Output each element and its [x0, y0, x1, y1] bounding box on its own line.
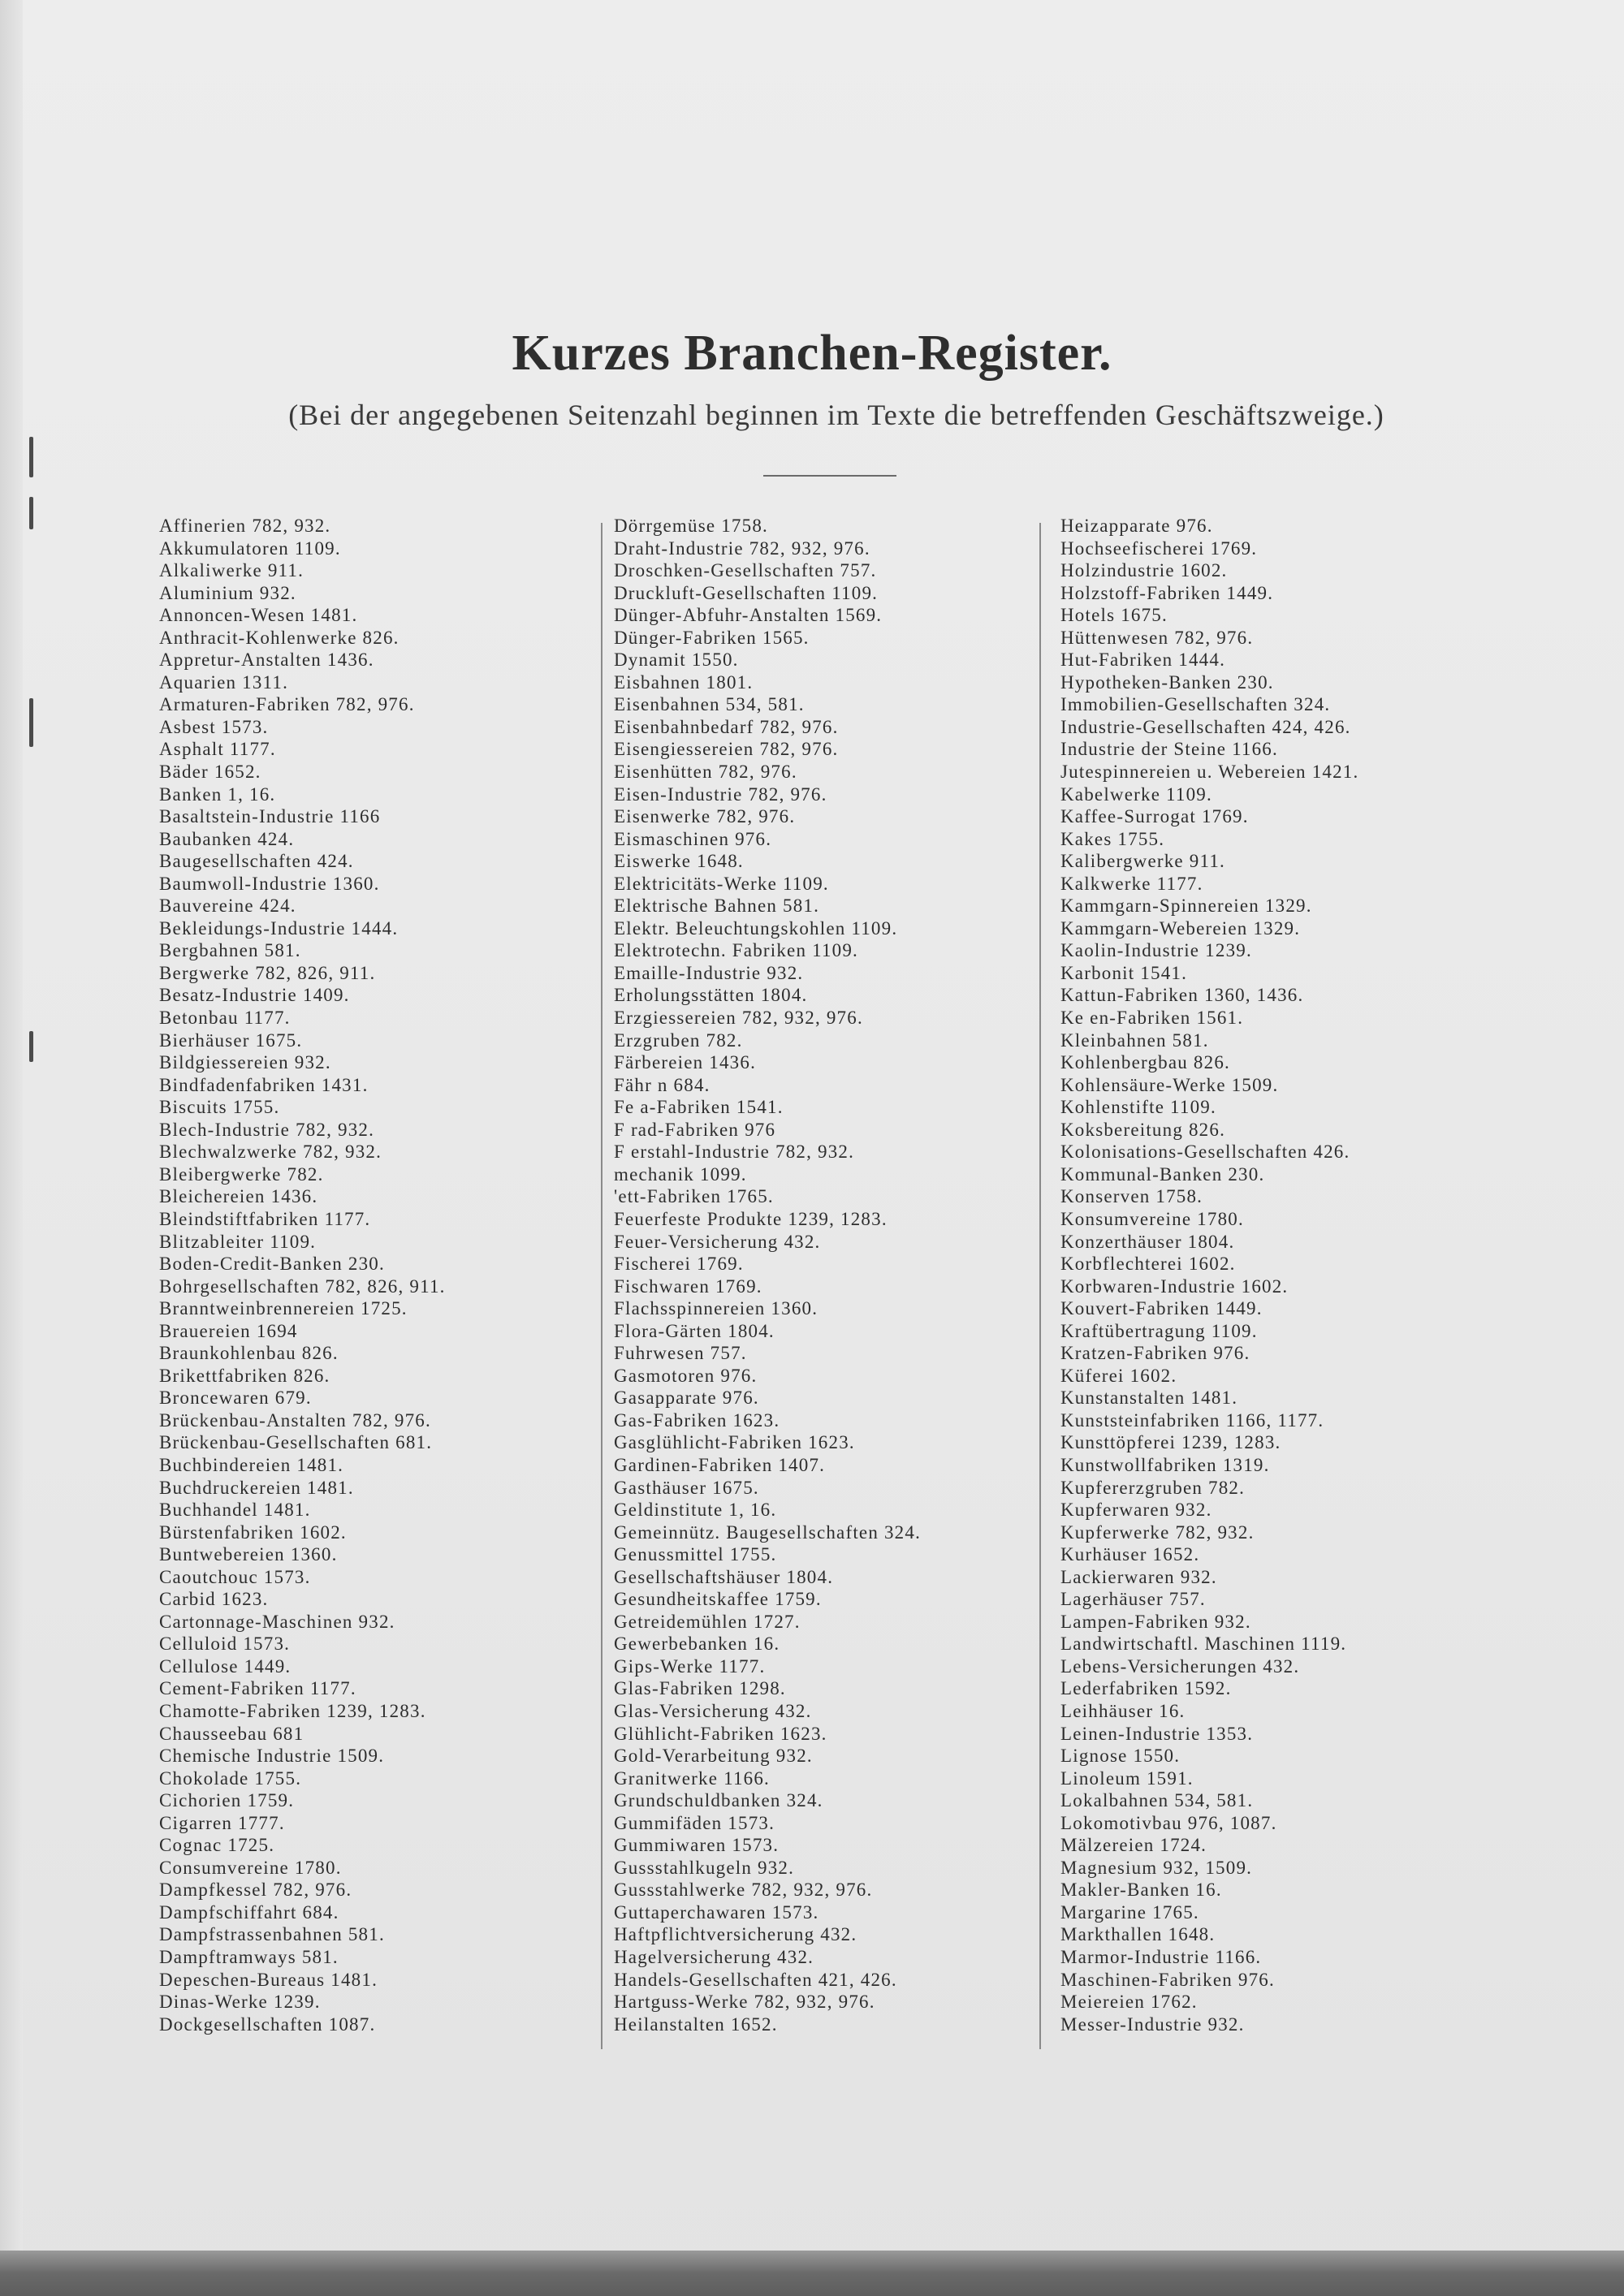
- register-entry: Korbflechterei 1602.: [1060, 1254, 1236, 1275]
- register-entry: Gas-Fabriken 1623.: [614, 1409, 780, 1431]
- register-entry: Kupferwaren 932.: [1060, 1500, 1212, 1521]
- register-entry: Alkaliwerke 911.: [159, 560, 304, 581]
- register-entry: Glühlicht-Fabriken 1623.: [614, 1723, 827, 1744]
- register-column-2: [614, 515, 1036, 2035]
- register-entry: Lokalbahnen 534, 581.: [1060, 1790, 1254, 1811]
- register-entry: Bohrgesellschaften 782, 826, 911.: [159, 1275, 446, 1297]
- register-entry: Gemeinnütz. Baugesellschaften 324.: [614, 1521, 922, 1543]
- register-entry: Kolonisations-Gesellschaften 426.: [1060, 1142, 1350, 1163]
- register-entry: Mälzereien 1724.: [1060, 1835, 1207, 1856]
- register-entry: Eisenbahnen 534, 581.: [614, 694, 805, 715]
- register-entry: Elektrotechn. Fabriken 1109.: [614, 940, 859, 961]
- register-entry: Chausseebau 681: [159, 1723, 304, 1744]
- register-entry: Druckluft-Gesellschaften 1109.: [614, 582, 879, 603]
- register-entry: Buchdruckereien 1481.: [159, 1477, 354, 1498]
- register-entry: Banken 1, 16.: [159, 783, 276, 805]
- register-entry: Gips-Werke 1177.: [614, 1655, 766, 1677]
- register-entry: Baubanken 424.: [159, 828, 295, 849]
- register-entry: Kammgarn-Webereien 1329.: [1060, 917, 1301, 939]
- register-entry: Branntweinbrennereien 1725.: [159, 1298, 408, 1319]
- register-entry: Lokomotivbau 976, 1087.: [1060, 1812, 1277, 1833]
- register-entry: Guttaperchawaren 1573.: [614, 1901, 819, 1923]
- register-entry: Kammgarn-Spinnereien 1329.: [1060, 896, 1312, 917]
- register-entry: Cartonnage-Maschinen 932.: [159, 1611, 395, 1632]
- register-entry: Kleinbahnen 581.: [1060, 1029, 1209, 1051]
- register-entry: Kattun-Fabriken 1360, 1436.: [1060, 985, 1304, 1006]
- register-entry: Holzindustrie 1602.: [1060, 560, 1228, 581]
- register-entry: Gasapparate 976.: [614, 1388, 759, 1409]
- register-entry: Bauvereine 424.: [159, 896, 296, 917]
- register-entry: Gardinen-Fabriken 1407.: [614, 1454, 826, 1475]
- register-entry: Eisen-Industrie 782, 976.: [614, 783, 827, 805]
- register-entry: F rad-Fabriken 976: [614, 1119, 776, 1140]
- register-entry: Basaltstein-Industrie 1166: [159, 806, 381, 827]
- register-entry: Fe a-Fabriken 1541.: [614, 1097, 784, 1118]
- register-entry: Kouvert-Fabriken 1449.: [1060, 1298, 1263, 1319]
- register-entry: Linoleum 1591.: [1060, 1767, 1194, 1789]
- register-entry: Flora-Gärten 1804.: [614, 1320, 775, 1341]
- register-entry: Konzerthäuser 1804.: [1060, 1231, 1235, 1252]
- register-entry: Gummifäden 1573.: [614, 1812, 775, 1833]
- register-entry: Betonbau 1177.: [159, 1008, 291, 1029]
- register-entry: Hut-Fabriken 1444.: [1060, 650, 1226, 671]
- register-entry: Maschinen-Fabriken 976.: [1060, 1969, 1275, 1990]
- register-entry: 'ett-Fabriken 1765.: [614, 1186, 774, 1207]
- register-entry: Genussmittel 1755.: [614, 1544, 777, 1565]
- register-entry: Makler-Banken 16.: [1060, 1880, 1222, 1901]
- register-entry: Chemische Industrie 1509.: [159, 1746, 385, 1767]
- register-entry: Dünger-Fabriken 1565.: [614, 627, 810, 648]
- register-entry: Erzgiessereien 782, 932, 976.: [614, 1008, 863, 1029]
- register-entry: Dampfkessel 782, 976.: [159, 1880, 352, 1901]
- register-entry: Dampftramways 581.: [159, 1947, 339, 1967]
- register-entry: Kratzen-Fabriken 976.: [1060, 1343, 1250, 1364]
- register-entry: Fähr n 684.: [614, 1074, 710, 1095]
- binding-mark: [29, 1031, 33, 1062]
- register-entry: Baumwoll-Industrie 1360.: [159, 873, 380, 894]
- register-entry: Flachsspinnereien 1360.: [614, 1298, 818, 1319]
- register-entry: Handels-Gesellschaften 421, 426.: [614, 1969, 897, 1990]
- register-entry: Anthracit-Kohlenwerke 826.: [159, 627, 400, 648]
- binding-mark: [29, 698, 33, 747]
- register-entry: Bekleidungs-Industrie 1444.: [159, 917, 399, 939]
- register-entry: Buntwebereien 1360.: [159, 1544, 338, 1565]
- register-entry: Kalkwerke 1177.: [1060, 873, 1203, 894]
- register-entry: Kohlensäure-Werke 1509.: [1060, 1074, 1279, 1095]
- register-entry: Glas-Fabriken 1298.: [614, 1678, 786, 1699]
- register-entry: Kabelwerke 1109.: [1060, 783, 1212, 805]
- register-entry: Annoncen-Wesen 1481.: [159, 605, 358, 626]
- register-entry: Jutespinnereien u. Webereien 1421.: [1060, 762, 1359, 783]
- register-entry: Kohlenstifte 1109.: [1060, 1097, 1216, 1118]
- register-entry: Gesundheitskaffee 1759.: [614, 1589, 822, 1610]
- register-entry: Lackierwaren 932.: [1060, 1566, 1217, 1587]
- page-title: Kurzes Branchen-Register.: [512, 326, 1112, 381]
- register-entry: Ke en-Fabriken 1561.: [1060, 1008, 1244, 1029]
- register-entry: Lampen-Fabriken 932.: [1060, 1611, 1251, 1632]
- register-column-1: [159, 515, 581, 2035]
- register-entry: Kraftübertragung 1109.: [1060, 1320, 1258, 1341]
- register-entry: Dampfstrassenbahnen 581.: [159, 1924, 385, 1945]
- register-entry: Hartguss-Werke 782, 932, 976.: [614, 1992, 875, 2013]
- register-entry: Magnesium 932, 1509.: [1060, 1857, 1253, 1878]
- column-rule: [1039, 523, 1041, 2049]
- register-entry: Kupfererzgruben 782.: [1060, 1477, 1246, 1498]
- register-entry: Blechwalzwerke 782, 932.: [159, 1142, 382, 1163]
- register-entry: Eisengiessereien 782, 976.: [614, 739, 839, 760]
- register-entry: Kommunal-Banken 230.: [1060, 1163, 1265, 1185]
- register-entry: Kupferwerke 782, 932.: [1060, 1521, 1255, 1543]
- register-entry: Boden-Credit-Banken 230.: [159, 1254, 385, 1275]
- register-entry: Küferei 1602.: [1060, 1365, 1177, 1386]
- register-entry: Industrie-Gesellschaften 424, 426.: [1060, 716, 1351, 737]
- register-entry: Hypotheken-Banken 230.: [1060, 671, 1274, 693]
- register-entry: Gummiwaren 1573.: [614, 1835, 780, 1856]
- register-entry: Cement-Fabriken 1177.: [159, 1678, 356, 1699]
- register-entry: Emaille-Industrie 932.: [614, 962, 804, 983]
- register-entry: Aquarien 1311.: [159, 671, 289, 693]
- register-entry: Cellulose 1449.: [159, 1655, 292, 1677]
- register-entry: Lebens-Versicherungen 432.: [1060, 1655, 1300, 1677]
- register-entry: Blech-Industrie 782, 932.: [159, 1119, 375, 1140]
- register-entry: Broncewaren 679.: [159, 1388, 312, 1409]
- register-entry: Elektrische Bahnen 581.: [614, 896, 820, 917]
- register-entry: Leihhäuser 16.: [1060, 1700, 1186, 1721]
- register-entry: Bergbahnen 581.: [159, 940, 301, 961]
- column-rule: [601, 523, 603, 2049]
- binding-mark: [29, 437, 33, 477]
- register-entry: Immobilien-Gesellschaften 324.: [1060, 694, 1331, 715]
- register-entry: Heizapparate 976.: [1060, 516, 1213, 536]
- register-entry: Bürstenfabriken 1602.: [159, 1521, 347, 1543]
- register-entry: Eisenhütten 782, 976.: [614, 762, 797, 783]
- register-entry: Färbereien 1436.: [614, 1052, 757, 1073]
- register-entry: Blitzableiter 1109.: [159, 1231, 317, 1252]
- register-entry: Hotels 1675.: [1060, 605, 1168, 626]
- register-entry: Akkumulatoren 1109.: [159, 537, 341, 559]
- register-entry: Eisenwerke 782, 976.: [614, 806, 796, 827]
- register-entry: Asbest 1573.: [159, 716, 269, 737]
- register-entry: Erzgruben 782.: [614, 1029, 743, 1051]
- page-subtitle: (Bei der angegebenen Seitenzahl beginnen im Texte die betreffenden Geschäftszweige.): [288, 399, 1384, 431]
- register-entry: Braunkohlenbau 826.: [159, 1343, 339, 1364]
- register-entry: Appretur-Anstalten 1436.: [159, 650, 374, 671]
- register-entry: Dynamit 1550.: [614, 650, 739, 671]
- register-entry: Celluloid 1573.: [159, 1634, 291, 1655]
- register-entry: Kunsttöpferei 1239, 1283.: [1060, 1432, 1281, 1453]
- register-entry: Buchbindereien 1481.: [159, 1454, 344, 1475]
- register-entry: Brückenbau-Gesellschaften 681.: [159, 1432, 433, 1453]
- register-entry: Margarine 1765.: [1060, 1901, 1199, 1923]
- register-entry: Buchhandel 1481.: [159, 1500, 311, 1521]
- register-entry: Grundschuldbanken 324.: [614, 1790, 823, 1811]
- register-entry: Gussstahlkugeln 932.: [614, 1857, 795, 1878]
- register-entry: Elektr. Beleuchtungskohlen 1109.: [614, 917, 898, 939]
- register-entry: Haftpflichtversicherung 432.: [614, 1924, 857, 1945]
- register-entry: Geldinstitute 1, 16.: [614, 1500, 777, 1521]
- register-column-3: [1060, 515, 1483, 2035]
- register-entry: Caoutchouc 1573.: [159, 1566, 311, 1587]
- register-entry: Landwirtschaftl. Maschinen 1119.: [1060, 1634, 1347, 1655]
- register-entry: Bierhäuser 1675.: [159, 1029, 303, 1051]
- register-entry: Gasmotoren 976.: [614, 1365, 758, 1386]
- register-entry: Dampfschiffahrt 684.: [159, 1901, 339, 1923]
- register-entry: Industrie der Steine 1166.: [1060, 739, 1278, 760]
- register-entry: Messer-Industrie 932.: [1060, 2013, 1245, 2035]
- register-entry: Kaolin-Industrie 1239.: [1060, 940, 1252, 961]
- register-entry: Konsumvereine 1780.: [1060, 1208, 1244, 1229]
- register-entry: Bergwerke 782, 826, 911.: [159, 962, 376, 983]
- register-entry: Kakes 1755.: [1060, 828, 1165, 849]
- register-entry: Kalibergwerke 911.: [1060, 851, 1225, 872]
- register-entry: Bleichereien 1436.: [159, 1186, 318, 1207]
- register-entry: Hochseefischerei 1769.: [1060, 537, 1258, 559]
- register-entry: Cigarren 1777.: [159, 1812, 285, 1833]
- register-entry: Draht-Industrie 782, 932, 976.: [614, 537, 870, 559]
- register-entry: Bildgiessereien 932.: [159, 1052, 331, 1073]
- register-entry: Fischerei 1769.: [614, 1254, 744, 1275]
- register-entry: Affinerien 782, 932.: [159, 516, 331, 536]
- register-entry: Glas-Versicherung 432.: [614, 1700, 812, 1721]
- register-entry: Brückenbau-Anstalten 782, 976.: [159, 1409, 431, 1431]
- register-entry: Granitwerke 1166.: [614, 1767, 770, 1789]
- register-entry: Korbwaren-Industrie 1602.: [1060, 1275, 1289, 1297]
- register-entry: Getreidemühlen 1727.: [614, 1611, 801, 1632]
- register-entry: Droschken-Gesellschaften 757.: [614, 560, 877, 581]
- page-bottom-edge: [0, 2251, 1624, 2296]
- register-entry: Kunstanstalten 1481.: [1060, 1388, 1238, 1409]
- register-entry: Kurhäuser 1652.: [1060, 1544, 1200, 1565]
- register-entry: Dörrgemüse 1758.: [614, 516, 768, 536]
- register-entry: Lederfabriken 1592.: [1060, 1678, 1232, 1699]
- register-entry: Asphalt 1177.: [159, 739, 276, 760]
- register-entry: Leinen-Industrie 1353.: [1060, 1723, 1254, 1744]
- register-entry: Chamotte-Fabriken 1239, 1283.: [159, 1700, 426, 1721]
- register-entry: Marmor-Industrie 1166.: [1060, 1947, 1262, 1967]
- register-entry: Carbid 1623.: [159, 1589, 269, 1610]
- binding-mark: [29, 497, 33, 529]
- register-entry: Consumvereine 1780.: [159, 1857, 342, 1878]
- register-entry: Brikettfabriken 826.: [159, 1365, 330, 1386]
- register-entry: Brauereien 1694: [159, 1320, 298, 1341]
- register-entry: Elektricitäts-Werke 1109.: [614, 873, 829, 894]
- register-entry: Armaturen-Fabriken 782, 976.: [159, 694, 415, 715]
- register-entry: Kohlenbergbau 826.: [1060, 1052, 1230, 1073]
- register-entry: Gussstahlwerke 782, 932, 976.: [614, 1880, 873, 1901]
- register-entry: F erstahl-Industrie 782, 932.: [614, 1142, 855, 1163]
- register-entry: Aluminium 932.: [159, 582, 296, 603]
- register-entry: Meiereien 1762.: [1060, 1992, 1198, 2013]
- register-entry: Eisenbahnbedarf 782, 976.: [614, 716, 839, 737]
- register-entry: Lagerhäuser 757.: [1060, 1589, 1206, 1610]
- register-entry: Fischwaren 1769.: [614, 1275, 762, 1297]
- register-entry: Dünger-Abfuhr-Anstalten 1569.: [614, 605, 883, 626]
- register-entry: Cichorien 1759.: [159, 1790, 295, 1811]
- register-entry: Gesellschaftshäuser 1804.: [614, 1566, 834, 1587]
- register-entry: Heilanstalten 1652.: [614, 2013, 778, 2035]
- register-entry: Eismaschinen 976.: [614, 828, 772, 849]
- register-entry: Erholungsstätten 1804.: [614, 985, 808, 1006]
- register-entry: Feuerfeste Produkte 1239, 1283.: [614, 1208, 888, 1229]
- register-entry: Gasthäuser 1675.: [614, 1477, 759, 1498]
- register-entry: Markthallen 1648.: [1060, 1924, 1216, 1945]
- register-entry: Konserven 1758.: [1060, 1186, 1203, 1207]
- register-entry: Cognac 1725.: [159, 1835, 275, 1856]
- register-entry: Dockgesellschaften 1087.: [159, 2013, 376, 2035]
- register-entry: Holzstoff-Fabriken 1449.: [1060, 582, 1274, 603]
- register-entry: Gasglühlicht-Fabriken 1623.: [614, 1432, 855, 1453]
- register-entry: Besatz-Industrie 1409.: [159, 985, 350, 1006]
- register-entry: Chokolade 1755.: [159, 1767, 302, 1789]
- register-entry: mechanik 1099.: [614, 1163, 747, 1185]
- register-entry: Feuer-Versicherung 432.: [614, 1231, 821, 1252]
- register-entry: Baugesellschaften 424.: [159, 851, 354, 872]
- register-entry: Hagelversicherung 432.: [614, 1947, 814, 1967]
- register-entry: Bleibergwerke 782.: [159, 1163, 324, 1185]
- register-entry: Lignose 1550.: [1060, 1746, 1181, 1767]
- register-entry: Hüttenwesen 782, 976.: [1060, 627, 1254, 648]
- register-entry: Gewerbebanken 16.: [614, 1634, 780, 1655]
- register-entry: Koksbereitung 826.: [1060, 1119, 1226, 1140]
- register-entry: Kaffee-Surrogat 1769.: [1060, 806, 1249, 827]
- register-entry: Dinas-Werke 1239.: [159, 1992, 321, 2013]
- register-entry: Biscuits 1755.: [159, 1097, 280, 1118]
- register-entry: Bleindstiftfabriken 1177.: [159, 1208, 371, 1229]
- register-entry: Bäder 1652.: [159, 762, 261, 783]
- register-entry: Eiswerke 1648.: [614, 851, 744, 872]
- register-entry: Karbonit 1541.: [1060, 962, 1188, 983]
- register-entry: Kunstwollfabriken 1319.: [1060, 1454, 1270, 1475]
- register-entry: Fuhrwesen 757.: [614, 1343, 747, 1364]
- register-entry: Bindfadenfabriken 1431.: [159, 1074, 369, 1095]
- register-entry: Depeschen-Bureaus 1481.: [159, 1969, 378, 1990]
- register-entry: Kunststeinfabriken 1166, 1177.: [1060, 1409, 1324, 1431]
- register-entry: Eisbahnen 1801.: [614, 671, 754, 693]
- title-divider: [763, 475, 896, 477]
- register-entry: Gold-Verarbeitung 932.: [614, 1746, 813, 1767]
